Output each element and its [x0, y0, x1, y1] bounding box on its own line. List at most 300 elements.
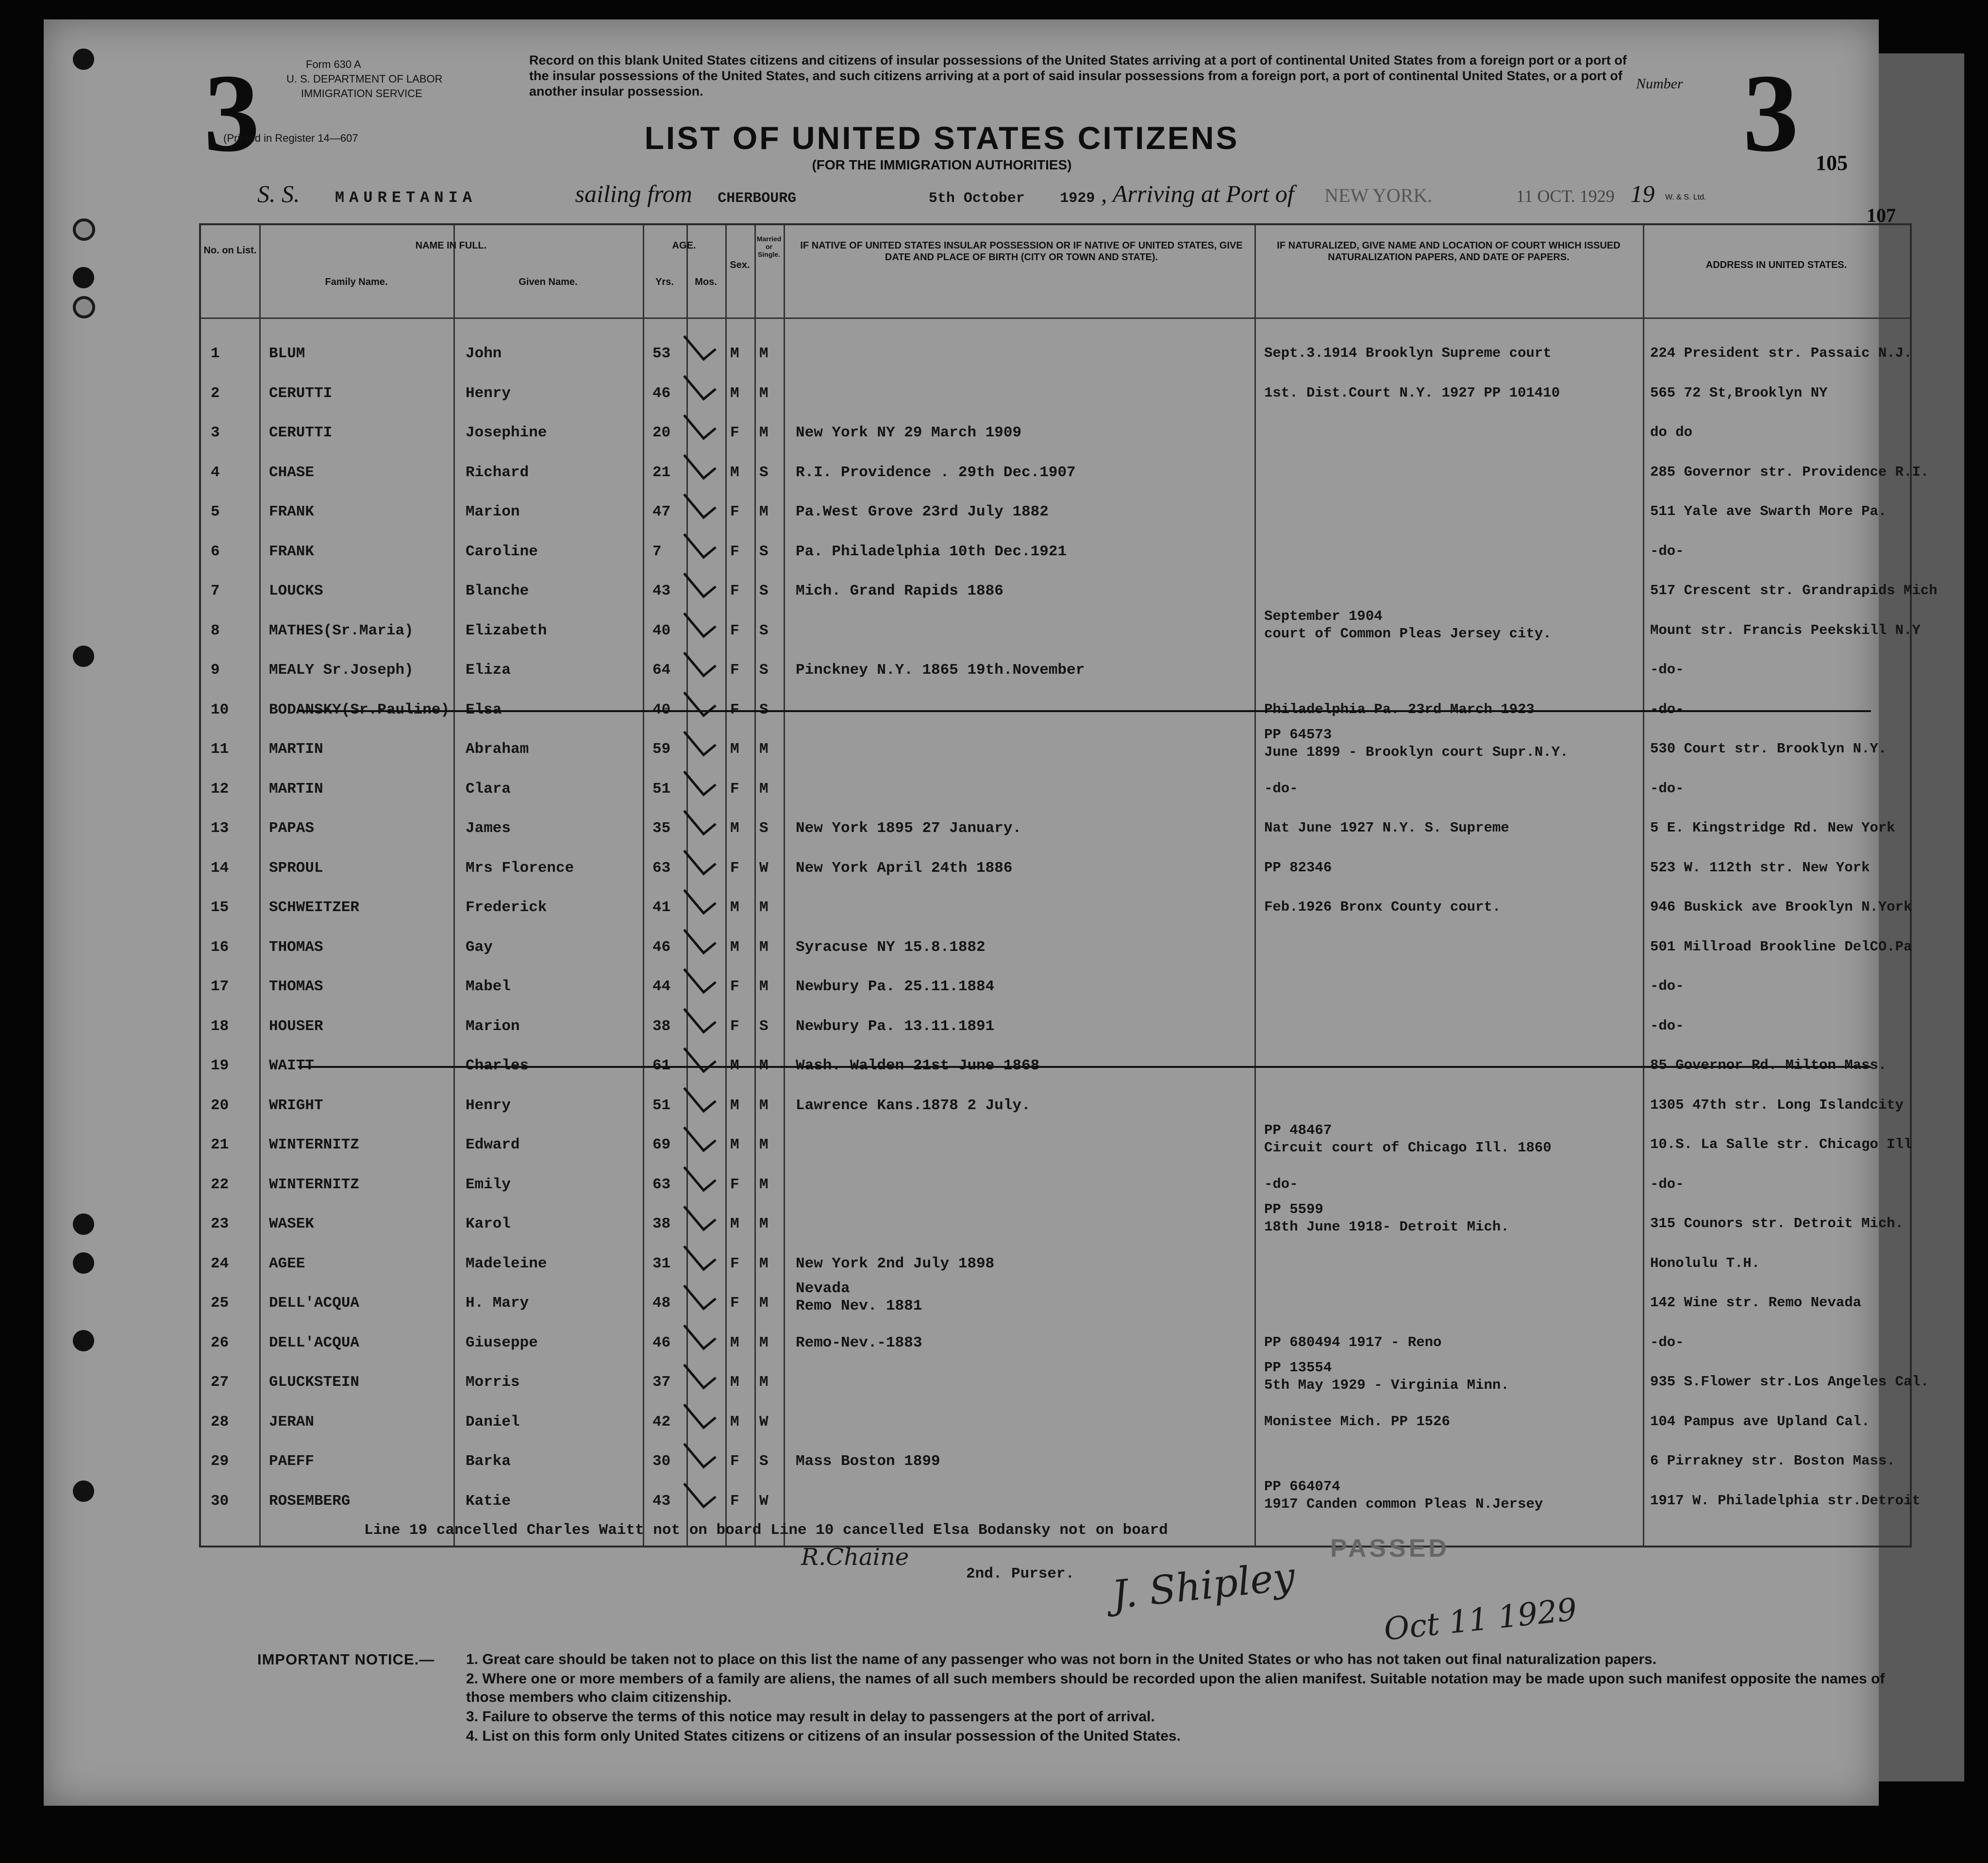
naturalization: PP 664074 1917 Canden common Pleas N.Jersey [1264, 1478, 1543, 1512]
sex: M [730, 820, 739, 837]
family-name: FRANK [269, 503, 315, 520]
family-name: FRANK [269, 543, 315, 560]
address: -do- [1650, 1176, 1684, 1192]
punch-hole [73, 1480, 94, 1502]
port-to: NEW YORK. [1324, 184, 1433, 206]
notice-item-4: 4. List on this form only United States citizens or citizens of an insular possession of the United States. [466, 1728, 1181, 1744]
address: 946 Buskick ave Brooklyn N.York [1650, 899, 1912, 915]
family-name: SPROUL [269, 859, 323, 877]
family-name: ROSEMBERG [269, 1492, 351, 1510]
sex: M [730, 1215, 739, 1232]
family-name: WINTERNITZ [269, 1136, 360, 1153]
punch-hole [73, 1214, 94, 1235]
birth-place: Pa. Philadelphia 10th Dec.1921 [796, 543, 1067, 560]
birth-place: Newbury Pa. 13.11.1891 [796, 1017, 995, 1035]
table-row [201, 928, 1910, 967]
address: Mount str. Francis Peekskill N.Y [1650, 622, 1921, 638]
naturalization: -do- [1264, 780, 1298, 797]
address: 523 W. 112th str. New York [1650, 859, 1870, 876]
age: 47 [652, 503, 671, 520]
age: 41 [652, 899, 671, 916]
marital-status: M [759, 1334, 768, 1351]
table-row [201, 1280, 1910, 1323]
age: 53 [652, 345, 671, 362]
naturalization: Nat June 1927 N.Y. S. Supreme [1264, 820, 1509, 836]
number-label: Number [1636, 76, 1683, 92]
punch-hole [73, 1252, 94, 1274]
col-name-in-full: NAME IN FULL. [415, 240, 487, 251]
passenger-table [199, 223, 1938, 1547]
age: 43 [652, 582, 671, 599]
sex: F [730, 622, 739, 639]
age: 69 [652, 1136, 671, 1153]
given-name: Daniel [466, 1413, 520, 1431]
address: -do- [1650, 978, 1684, 994]
row-number: 21 [211, 1136, 229, 1153]
given-name: Clara [466, 780, 511, 798]
naturalization: PP 13554 5th May 1929 - Virginia Minn. [1264, 1360, 1509, 1393]
address: 104 Pampus ave Upland Cal. [1650, 1413, 1870, 1430]
col-married: Married or Single. [756, 235, 782, 258]
purser-signature: R.Chaine [801, 1544, 909, 1571]
address: 1917 W. Philadelphia str.Detroit [1650, 1492, 1921, 1509]
sex: F [730, 780, 739, 798]
given-name: James [466, 820, 511, 837]
manifest-sheet [44, 19, 1938, 1806]
family-name: AGEE [269, 1255, 305, 1272]
address: 5 E. Kingstridge Rd. New York [1650, 820, 1895, 836]
sex: M [730, 1136, 739, 1153]
marital-status: M [759, 1215, 768, 1232]
row-number: 17 [211, 978, 229, 995]
address: do do [1650, 424, 1693, 440]
notice-item-1: 1. Great care should be taken not to place on this list the name of any passenger who was not born in the United States or who has not taken out final naturalization papers. [466, 1651, 1657, 1667]
table-row [201, 1403, 1910, 1442]
punch-hole [73, 646, 94, 667]
family-name: MATHES(Sr.Maria) [269, 622, 414, 639]
age: 43 [652, 1492, 671, 1510]
birth-place: Mass Boston 1899 [796, 1453, 940, 1470]
family-name: HOUSER [269, 1017, 323, 1035]
naturalization: Monistee Mich. PP 1526 [1264, 1413, 1450, 1430]
marital-status: S [759, 701, 768, 718]
marital-status: W [759, 1492, 768, 1510]
birth-place: New York April 24th 1886 [796, 859, 1013, 877]
table-row [201, 374, 1910, 414]
family-name: LOUCKS [269, 582, 323, 599]
table-row [201, 1324, 1910, 1363]
sex: F [730, 859, 739, 877]
row-number: 15 [211, 899, 229, 916]
sex: M [730, 741, 739, 758]
address: Honolulu T.H. [1650, 1255, 1760, 1271]
naturalization: PP 48467 Circuit court of Chicago Ill. 1860 [1264, 1122, 1552, 1156]
address: 565 72 St,Brooklyn NY [1650, 384, 1828, 401]
table-row [201, 453, 1929, 493]
given-name: Caroline [466, 543, 538, 560]
given-name: Edward [466, 1136, 520, 1153]
table-row [201, 967, 1910, 1007]
age: 38 [652, 1017, 671, 1035]
col-address: ADDRESS IN UNITED STATES. [1705, 260, 1847, 270]
sex: F [730, 503, 739, 520]
table-row [201, 1007, 1910, 1047]
marital-status: S [759, 1453, 768, 1470]
family-name: MARTIN [269, 741, 323, 758]
marital-status: M [759, 424, 768, 441]
naturalization: September 1904 court of Common Pleas Jersey city. [1264, 608, 1552, 642]
marital-status: M [759, 1097, 768, 1114]
address: 501 Millroad Brookline DelCO.Pa [1650, 938, 1912, 955]
col-yrs: Yrs. [655, 277, 674, 287]
given-name: Frederick [466, 899, 547, 916]
notice-item-2: 2. Where one or more members of a family are aliens, the names of all such members should be recorded upon the alien manifest. Suitable notation may be made upon such manifest opposite the names of those members who claim citizenship. [466, 1671, 1885, 1705]
table-row [201, 1360, 1929, 1402]
given-name: Elizabeth [466, 622, 547, 639]
age: 64 [652, 662, 671, 679]
department: U. S. DEPARTMENT OF LABOR [286, 73, 443, 85]
birth-place: New York 1895 27 January. [796, 820, 1022, 837]
row-number: 13 [211, 820, 229, 837]
table-row [201, 691, 1910, 730]
address: -do- [1650, 780, 1684, 797]
printed-note: (Printed in Register 14—607 [223, 132, 358, 144]
row-number: 25 [211, 1295, 229, 1312]
age: 40 [652, 701, 671, 718]
age: 42 [652, 1413, 671, 1431]
sex: F [730, 543, 739, 560]
family-name: DELL'ACQUA [269, 1295, 360, 1312]
birth-place: New York 2nd July 1898 [796, 1255, 995, 1272]
row-number: 9 [211, 662, 220, 679]
arrival-stamp: 11 OCT. 1929 [1516, 186, 1615, 206]
row-number: 26 [211, 1334, 229, 1351]
marital-status: S [759, 1017, 768, 1035]
punch-hole [73, 218, 95, 241]
row-number: 16 [211, 938, 229, 956]
table-row [201, 532, 1910, 572]
given-name: Abraham [466, 741, 529, 758]
given-name: Marion [466, 503, 520, 520]
age: 61 [652, 1057, 671, 1074]
table-row [201, 1478, 1921, 1521]
naturalization: Philadelphia Pa. 23rd March 1923 [1264, 701, 1535, 717]
row-number: 8 [211, 622, 220, 639]
address: 85 Governor Rd. Milton Mass. [1650, 1057, 1887, 1073]
col-mos: Mos. [695, 277, 717, 287]
table-row [201, 888, 1910, 928]
punch-hole [73, 296, 95, 318]
address: -do- [1650, 1017, 1684, 1034]
address: 1305 47th str. Long Islandcity [1650, 1097, 1904, 1113]
address: 935 S.Flower str.Los Angeles Cal. [1650, 1374, 1929, 1390]
address: -do- [1650, 1334, 1684, 1350]
address: -do- [1650, 701, 1684, 717]
sex: M [730, 1374, 739, 1391]
strike-through-line [298, 710, 1871, 712]
naturalization: PP 82346 [1264, 859, 1332, 876]
given-name: Barka [466, 1453, 511, 1470]
punch-hole [73, 267, 94, 288]
marital-status: M [759, 1136, 768, 1153]
marital-status: M [759, 899, 768, 916]
marital-status: S [759, 820, 768, 837]
address: -do- [1650, 662, 1684, 678]
sex: F [730, 1017, 739, 1035]
age: 46 [652, 1334, 671, 1351]
given-name: Marion [466, 1017, 520, 1035]
inspector-signature: J. Shipley [1110, 1553, 1297, 1618]
given-name: Mrs Florence [466, 859, 574, 877]
marital-status: M [759, 1374, 768, 1391]
col-given-name: Given Name. [518, 277, 578, 287]
family-name: GLUCKSTEIN [269, 1374, 360, 1391]
table-row [201, 809, 1910, 848]
sex: F [730, 1255, 739, 1272]
birth-place: Pa.West Grove 23rd July 1882 [796, 503, 1049, 520]
naturalization: PP 64573 June 1899 - Brooklyn court Supr.N.Y. [1264, 727, 1569, 760]
naturalization: Sept.3.1914 Brooklyn Supreme court [1264, 345, 1552, 361]
sailing-from-label: sailing from [575, 180, 692, 207]
family-name: JERAN [269, 1413, 315, 1431]
given-name: Madeleine [466, 1255, 547, 1272]
corner-handwritten-number: 3 [204, 51, 260, 175]
naturalization: PP 5599 18th June 1918- Detroit Mich. [1264, 1201, 1509, 1235]
purser-label: 2nd. Purser. [966, 1565, 1075, 1582]
age: 35 [652, 820, 671, 837]
row-number: 4 [211, 464, 220, 481]
given-name: John [466, 345, 502, 362]
given-name: Giuseppe [466, 1334, 538, 1351]
given-name: Charles [466, 1057, 529, 1074]
age: 63 [652, 1176, 671, 1193]
row-number: 27 [211, 1374, 229, 1391]
marital-status: M [759, 978, 768, 995]
age: 63 [652, 859, 671, 877]
marital-status: S [759, 543, 768, 560]
address: 511 Yale ave Swarth More Pa. [1650, 503, 1887, 519]
page-number-a: 105 [1816, 151, 1848, 175]
row-number: 10 [211, 701, 229, 718]
sex: F [730, 662, 739, 679]
family-name: THOMAS [269, 938, 323, 956]
table-row [201, 608, 1921, 651]
arriving-label: , Arriving at Port of [1101, 180, 1294, 207]
row-number: 6 [211, 543, 220, 560]
given-name: Karol [466, 1215, 511, 1232]
given-name: Henry [466, 384, 511, 402]
row-number: 14 [211, 859, 229, 877]
row-number: 1 [211, 345, 220, 362]
given-name: Morris [466, 1374, 520, 1391]
given-name: Eliza [466, 662, 511, 679]
marital-status: S [759, 464, 768, 481]
family-name: CERUTTI [269, 384, 333, 402]
form-number: Form 630 A [306, 58, 361, 70]
table-row [201, 334, 1910, 374]
row-number: 11 [211, 741, 229, 758]
age: 37 [652, 1374, 671, 1391]
sex: M [730, 384, 739, 402]
age: 30 [652, 1453, 671, 1470]
sex: M [730, 1057, 739, 1074]
age: 51 [652, 1097, 671, 1114]
punch-hole [73, 1330, 94, 1351]
marital-status: M [759, 384, 768, 402]
instructions: Record on this blank United States citizens and citizens of insular possessions of the United States arriving at a port of continental United States from a foreign port or a port of the insular possessions of the United States, and such citizens arriving at a port of said insular possessions from a foreign port, a port of continental United States, or a port of another insular possession. [529, 53, 1627, 99]
marital-status: S [759, 582, 768, 599]
age: 20 [652, 424, 671, 441]
age: 48 [652, 1295, 671, 1312]
age: 44 [652, 978, 671, 995]
strike-through-line [298, 1066, 1871, 1068]
marital-status: M [759, 503, 768, 520]
age: 40 [652, 622, 671, 639]
given-name: Henry [466, 1097, 511, 1114]
punch-hole [73, 49, 94, 70]
marital-status: M [759, 741, 768, 758]
table-row [201, 849, 1910, 888]
table-row [201, 1122, 1912, 1165]
passed-stamp: PASSED [1330, 1534, 1450, 1563]
birth-place: Nevada Remo Nev. 1881 [796, 1280, 922, 1314]
sex: F [730, 1492, 739, 1510]
family-name: PAEFF [269, 1453, 315, 1470]
check-mark-icon [683, 326, 717, 361]
service: IMMIGRATION SERVICE [301, 87, 422, 100]
sex: M [730, 1413, 739, 1431]
address: 530 Court str. Brooklyn N.Y. [1650, 741, 1887, 757]
birth-place: Wash. Walden 21st June 1868 [796, 1057, 1040, 1074]
table-row [201, 1047, 1910, 1086]
marital-status: M [759, 1255, 768, 1272]
birth-place: Pinckney N.Y. 1865 19th.November [796, 662, 1085, 679]
voyage-line [257, 180, 1654, 208]
age: 51 [652, 780, 671, 798]
naturalization: Feb.1926 Bronx County court. [1264, 899, 1501, 915]
given-name: Katie [466, 1492, 511, 1510]
family-name: THOMAS [269, 978, 323, 995]
address: 315 Counors str. Detroit Mich. [1650, 1215, 1904, 1231]
cancellation-note: Line 19 cancelled Charles Waitt not on board Line 10 cancelled Elsa Bodansky not on board [364, 1522, 1168, 1539]
marital-status: M [759, 1057, 768, 1074]
sex: M [730, 1334, 739, 1351]
marital-status: W [759, 859, 768, 877]
given-name: Richard [466, 464, 529, 481]
family-name: DELL'ACQUA [269, 1334, 360, 1351]
marital-status: M [759, 1295, 768, 1312]
family-name: WINTERNITZ [269, 1176, 360, 1193]
marital-status: M [759, 938, 768, 956]
age: 46 [652, 938, 671, 956]
col-family-name: Family Name. [325, 277, 388, 287]
notice-heading: IMPORTANT NOTICE.— [257, 1651, 435, 1668]
age: 46 [652, 384, 671, 402]
marital-status: M [759, 780, 768, 798]
table-row [201, 1442, 1910, 1481]
row-number: 18 [211, 1017, 229, 1035]
col-age: AGE. [672, 240, 696, 251]
sex: F [730, 1295, 739, 1312]
page-number-b: 107 [1867, 204, 1896, 226]
row-number: 22 [211, 1176, 229, 1193]
row-number: 28 [211, 1413, 229, 1431]
number-value: 3 [1743, 51, 1799, 175]
col-sex: Sex. [730, 260, 750, 270]
sailing-year: 1929 [1060, 190, 1095, 207]
address: 224 President str. Passaic N.J. [1650, 345, 1912, 361]
given-name: Josephine [466, 424, 547, 441]
address: 285 Governor str. Providence R.I. [1650, 464, 1929, 480]
age: 31 [652, 1255, 671, 1272]
given-name: H. Mary [466, 1295, 529, 1312]
address: 10.S. La Salle str. Chicago Ill [1650, 1136, 1912, 1152]
sex: F [730, 424, 739, 441]
family-name: BODANSKY(Sr.Pauline) [269, 701, 450, 718]
age: 38 [652, 1215, 671, 1232]
marital-status: M [759, 345, 768, 362]
sailing-date: 5th October [928, 190, 1025, 207]
row-number: 3 [211, 424, 220, 441]
col-naturalized: IF NATURALIZED, GIVE NAME AND LOCATION OF COURT WHICH ISSUED NATURALIZATION PAPERS, AND DATE OF PAPERS. [1277, 240, 1620, 263]
family-name: WRIGHT [269, 1097, 323, 1114]
row-number: 20 [211, 1097, 229, 1114]
row-number: 7 [211, 582, 220, 599]
family-name: SCHWEITZER [269, 899, 360, 916]
birth-place: Remo-Nev.-1883 [796, 1334, 922, 1351]
birth-place: Newbury Pa. 25.11.1884 [796, 978, 995, 995]
family-name: WAITT [269, 1057, 315, 1074]
birth-place: Lawrence Kans.1878 2 July. [796, 1097, 1031, 1114]
address: 6 Pirrakney str. Boston Mass. [1650, 1453, 1895, 1469]
sex: F [730, 1453, 739, 1470]
given-name: Gay [466, 938, 493, 956]
given-name: Blanche [466, 582, 529, 599]
sex: F [730, 978, 739, 995]
row-number: 30 [211, 1492, 229, 1510]
table-row [201, 414, 1910, 453]
table-row [201, 1165, 1910, 1205]
row-number: 23 [211, 1215, 229, 1232]
row-number: 12 [211, 780, 229, 798]
given-name: Mabel [466, 978, 511, 995]
naturalization: PP 680494 1917 - Reno [1264, 1334, 1442, 1350]
table-row [201, 1201, 1910, 1244]
row-number: 19 [211, 1057, 229, 1074]
marital-status: S [759, 662, 768, 679]
age: 7 [652, 543, 662, 560]
printer-mark: W. & S. Ltd. [1665, 193, 1706, 201]
birth-place: Syracuse NY 15.8.1882 [796, 938, 986, 956]
family-name: PAPAS [269, 820, 315, 837]
table-row [201, 651, 1910, 690]
sex: F [730, 701, 739, 718]
family-name: BLUM [269, 345, 305, 362]
family-name: MEALY Sr.Joseph) [269, 662, 414, 679]
address: 517 Crescent str. Grandrapids Mich [1650, 582, 1938, 599]
row-number: 2 [211, 384, 220, 402]
age: 59 [652, 741, 671, 758]
family-name: WASEK [269, 1215, 315, 1232]
birth-place: R.I. Providence . 29th Dec.1907 [796, 464, 1076, 481]
given-name: Elsa [466, 701, 502, 718]
row-number: 24 [211, 1255, 229, 1272]
naturalization: 1st. Dist.Court N.Y. 1927 PP 101410 [1264, 384, 1560, 401]
naturalization: -do- [1264, 1176, 1298, 1192]
table-row [201, 1245, 1910, 1284]
table-row [201, 572, 1938, 611]
col-no: No. on List. [203, 245, 257, 256]
